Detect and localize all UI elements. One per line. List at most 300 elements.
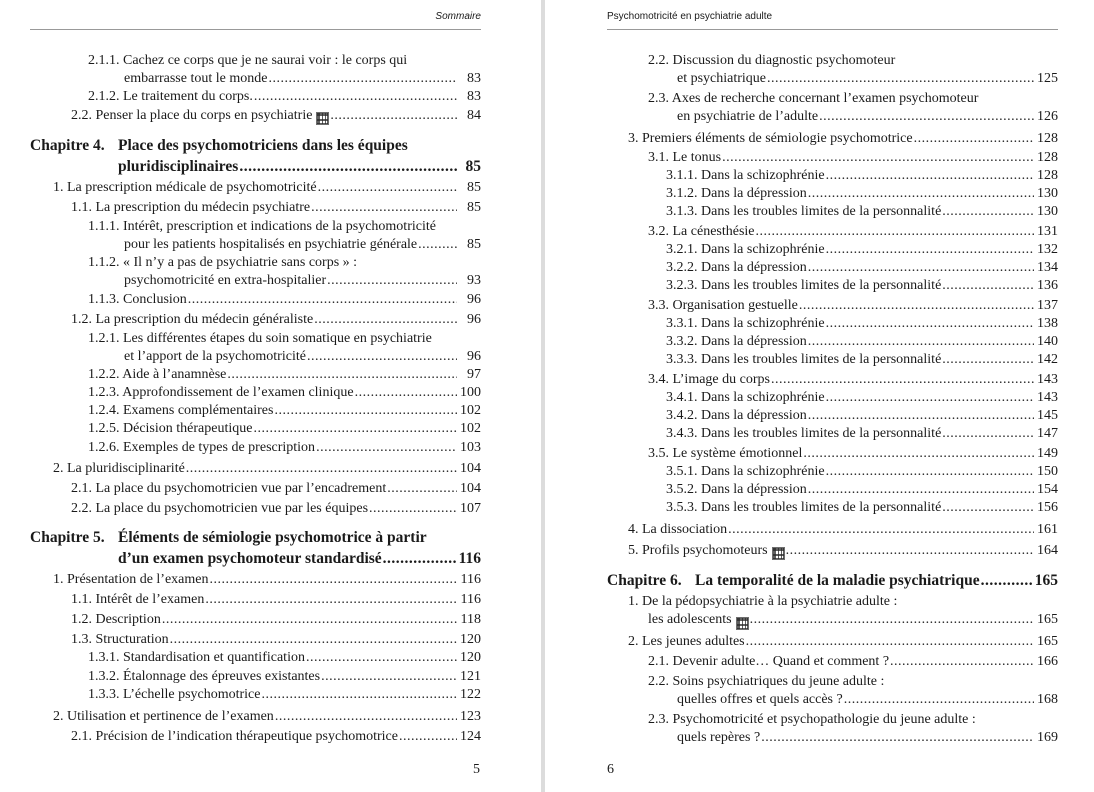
entry-line (648, 371, 1058, 389)
entry-line (88, 348, 481, 366)
entry-title: quels repères ? (677, 730, 761, 746)
dot-leader (330, 107, 457, 125)
page-ref: 125 (1037, 71, 1058, 87)
entry-line (30, 549, 481, 570)
entry-line (628, 611, 1058, 629)
toc-entry (71, 611, 481, 629)
page-ref: 122 (460, 687, 481, 702)
page-ref: 124 (460, 729, 481, 744)
toc-entry (666, 351, 1058, 369)
toc-entry (648, 223, 1058, 241)
entry-line (71, 311, 481, 329)
header-rule (607, 29, 1058, 30)
dot-leader (844, 691, 1034, 709)
chapter-entry (30, 136, 481, 177)
dot-leader (170, 631, 457, 649)
entry-line (30, 528, 481, 549)
entry-title: 1.2.3. Approfondissement de l’examen clinique (88, 385, 354, 400)
dot-leader (355, 384, 457, 402)
page-ref: 85 (465, 157, 481, 175)
dot-leader (253, 420, 457, 438)
entry-title: 1.1. La prescription du médecin psychiatre (71, 200, 311, 215)
entry-line (88, 366, 481, 384)
toc-entry (88, 686, 481, 704)
entry-line (666, 463, 1058, 481)
entry-line (648, 223, 1058, 241)
page-number: 5 (473, 762, 480, 777)
page-ref: 130 (1037, 186, 1058, 201)
entry-title: 3.2.2. Dans la dépression (666, 260, 807, 275)
entry-title: 3.1. Le tonus (648, 150, 722, 165)
dot-leader (274, 402, 457, 420)
dot-leader (767, 70, 1034, 88)
page-ref: 165 (1037, 634, 1058, 649)
toc-entry (628, 521, 1058, 539)
left-page (0, 0, 541, 792)
toc-entry (666, 185, 1058, 203)
entry-title: 1.2. La prescription du médecin généraliste (71, 312, 314, 327)
entry-title: 2. Les jeunes adultes (628, 634, 745, 649)
dot-leader (942, 203, 1034, 221)
dot-leader (890, 653, 1034, 671)
entry-title: 3.4.3. Dans les troubles limites de la personnalité (666, 426, 942, 441)
entry-title: 2.2. Discussion du diagnostic psychomoteur (648, 53, 896, 68)
page-ref: 145 (1037, 408, 1058, 423)
dot-leader (819, 108, 1034, 126)
page-ref: 128 (1037, 168, 1058, 183)
dot-leader (306, 649, 457, 667)
dot-leader (942, 425, 1034, 443)
toc-entry (648, 371, 1058, 389)
page-ref: 83 (467, 71, 481, 87)
running-header: Sommaire (435, 11, 481, 22)
toc-entry (666, 499, 1058, 517)
entry-line (628, 633, 1058, 651)
qr-code-icon (736, 617, 749, 630)
entry-line (88, 52, 481, 70)
entry-title: La temporalité de la maladie psychiatrique (695, 572, 980, 589)
toc-entry (53, 179, 481, 197)
entry-title: d’un examen psychomoteur standardisé (118, 549, 382, 567)
dot-leader (369, 500, 457, 518)
dot-leader (268, 70, 457, 88)
entry-title: 5. Profils psychomoteurs (628, 543, 768, 558)
entry-title: 3.1.2. Dans la dépression (666, 186, 807, 201)
dot-leader (383, 549, 457, 570)
entry-line (666, 315, 1058, 333)
entry-title: 2.1.1. Cachez ce corps que je ne saurai voir : le corps qui (88, 53, 408, 68)
dot-leader (826, 389, 1034, 407)
dot-leader (318, 179, 457, 197)
toc-entry (71, 591, 481, 609)
dot-leader (387, 480, 457, 498)
dot-leader (808, 481, 1034, 499)
dot-leader (942, 499, 1034, 517)
page-ref: 102 (460, 421, 481, 436)
entry-line (628, 130, 1058, 148)
entry-line (53, 708, 481, 726)
toc-entry (648, 711, 1058, 748)
entry-line (666, 389, 1058, 407)
entry-line (666, 259, 1058, 277)
page-ref: 156 (1037, 500, 1058, 515)
dot-leader (728, 521, 1034, 539)
entry-line (666, 241, 1058, 259)
entry-title: psychomotricité en extra-hospitalier (124, 273, 327, 289)
dot-leader (826, 315, 1034, 333)
toc-entry (648, 149, 1058, 167)
toc-entry (666, 425, 1058, 443)
page-ref: 131 (1037, 224, 1058, 239)
entry-title: 2.1. Devenir adulte… Quand et comment ? (648, 654, 890, 669)
entry-line (71, 728, 481, 746)
dot-leader (261, 686, 457, 704)
page-ref: 137 (1037, 298, 1058, 313)
entry-title: 3.5. Le système émotionnel (648, 446, 803, 461)
entry-title: 2.1. La place du psychomotricien vue par l’encadrement (71, 481, 387, 496)
page-ref: 96 (467, 312, 481, 327)
entry-title: 1.1.1. Intérêt, prescription et indications de la psychomotricité (88, 219, 436, 234)
dot-leader (826, 241, 1034, 259)
toc-entry (71, 500, 481, 518)
entry-line (53, 179, 481, 197)
entry-line (628, 542, 1058, 560)
toc-entry (71, 199, 481, 217)
entry-line (628, 593, 1058, 611)
entry-title: 1.3. Structuration (71, 632, 169, 647)
dot-leader (316, 439, 457, 457)
entry-line (71, 591, 481, 609)
dot-leader (942, 351, 1034, 369)
toc-entry (648, 445, 1058, 463)
entry-title: 2. La pluridisciplinarité (53, 461, 185, 476)
entry-line (71, 199, 481, 217)
toc-entry (88, 254, 481, 291)
entry-line (88, 218, 481, 236)
entry-title: 3.5.3. Dans les troubles limites de la personnalité (666, 500, 942, 515)
entry-line (71, 500, 481, 518)
page-ref: 85 (467, 180, 481, 195)
page-ref: 104 (460, 481, 481, 496)
entry-line (648, 108, 1058, 126)
dot-leader (826, 463, 1034, 481)
dot-leader (808, 333, 1034, 351)
dot-leader (808, 185, 1034, 203)
entry-title: Éléments de sémiologie psychomotrice à partir (118, 529, 427, 546)
toc-entry (648, 297, 1058, 315)
page-ref: 161 (1037, 522, 1058, 537)
entry-line (71, 107, 481, 125)
entry-line (666, 203, 1058, 221)
dot-leader (162, 611, 457, 629)
toc-entry (666, 407, 1058, 425)
toc-entry (666, 315, 1058, 333)
dot-leader (239, 157, 457, 178)
entry-line (666, 481, 1058, 499)
entry-title: 1.1.2. « Il n’y a pas de psychiatrie sans corps » : (88, 255, 358, 270)
entry-title: 1.3.3. L’échelle psychomotrice (88, 687, 261, 702)
dot-leader (188, 291, 457, 309)
toc-entry (88, 366, 481, 384)
entry-line (666, 425, 1058, 443)
toc-entry (53, 571, 481, 589)
entry-title: 3.5.1. Dans la schizophrénie (666, 464, 825, 479)
page-ref: 142 (1037, 352, 1058, 367)
page-ref: 138 (1037, 316, 1058, 331)
page-ref: 136 (1037, 278, 1058, 293)
toc-entry (71, 311, 481, 329)
entry-title: 4. La dissociation (628, 522, 728, 537)
toc-entry (666, 463, 1058, 481)
entry-title: 1. La prescription médicale de psychomotricité (53, 180, 317, 195)
dot-leader (942, 277, 1034, 295)
entry-title: 3.2.3. Dans les troubles limites de la personnalité (666, 278, 942, 293)
dot-leader (808, 407, 1034, 425)
entry-line (648, 297, 1058, 315)
entry-title: 1. Présentation de l’examen (53, 572, 209, 587)
entry-title: 2.2. Penser la place du corps en psychiatrie (71, 108, 313, 123)
dot-leader (314, 311, 457, 329)
entry-line (88, 272, 481, 290)
entry-title: 1.2.4. Examens complémentaires (88, 403, 274, 418)
toc-entry (666, 241, 1058, 259)
entry-title: 3.5.2. Dans la dépression (666, 482, 807, 497)
entry-title: et l’apport de la psychomotricité (124, 349, 306, 365)
page-ref: 123 (460, 709, 481, 724)
dot-leader (722, 149, 1034, 167)
dot-leader (327, 272, 457, 290)
entry-title: embarrasse tout le monde (124, 71, 268, 87)
page-ref: 130 (1037, 204, 1058, 219)
toc-entry (53, 708, 481, 726)
entry-title: 2.2. Soins psychiatriques du jeune adulte : (648, 674, 885, 689)
toc-entry (71, 728, 481, 746)
entry-title: 3.3.1. Dans la schizophrénie (666, 316, 825, 331)
entry-line (30, 157, 481, 178)
entry-line (666, 333, 1058, 351)
entry-line (648, 691, 1058, 709)
entry-line (88, 88, 481, 106)
entry-line (88, 291, 481, 309)
entry-title: 2.1. Précision de l’indication thérapeutique psychomotrice (71, 729, 398, 744)
dot-leader (186, 460, 457, 478)
page-ref: 116 (460, 572, 481, 587)
page-ref: 120 (460, 632, 481, 647)
page-ref: 143 (1037, 390, 1058, 405)
qr-code-icon (316, 112, 329, 125)
qr-code-icon (772, 547, 785, 560)
toc-entry (648, 90, 1058, 127)
entry-title: 2. Utilisation et pertinence de l’examen (53, 709, 274, 724)
toc-entry (88, 402, 481, 420)
entry-title: 1.1. Intérêt de l’examen (71, 592, 205, 607)
entry-title: 1. De la pédopsychiatrie à la psychiatrie adulte : (628, 594, 898, 609)
page-ref: 168 (1037, 692, 1058, 708)
entry-title: 1.2.5. Décision thérapeutique (88, 421, 253, 436)
page-ref: 154 (1037, 482, 1058, 497)
entry-line (648, 52, 1058, 70)
dot-leader (227, 366, 457, 384)
entry-title: 3.4. L’image du corps (648, 372, 770, 387)
page-ref: 103 (460, 440, 481, 455)
entry-line (648, 445, 1058, 463)
toc-entry (666, 167, 1058, 185)
entry-line (666, 351, 1058, 369)
toc-entry (666, 481, 1058, 499)
toc-entry (88, 668, 481, 686)
page-ref: 165 (1037, 612, 1058, 628)
entry-title: 3.3.3. Dans les troubles limites de la personnalité (666, 352, 942, 367)
entry-line (71, 631, 481, 649)
dot-leader (756, 223, 1034, 241)
entry-title: 3.4.2. Dans la dépression (666, 408, 807, 423)
toc-entry (666, 203, 1058, 221)
page-ref: 120 (460, 650, 481, 665)
page-ref: 165 (1034, 572, 1058, 589)
header-rule (30, 29, 481, 30)
entry-line (53, 571, 481, 589)
entry-title: 3.3. Organisation gestuelle (648, 298, 798, 313)
dot-leader (803, 445, 1034, 463)
page-ref: 96 (467, 349, 481, 365)
entry-line (88, 439, 481, 457)
toc-entry (71, 107, 481, 125)
toc-entry (666, 389, 1058, 407)
entry-line (648, 70, 1058, 88)
page-ref: 116 (458, 549, 481, 567)
toc-entry (88, 384, 481, 402)
page-ref: 149 (1037, 446, 1058, 461)
entry-line (53, 460, 481, 478)
toc-entry (88, 330, 481, 367)
toc-entry (628, 130, 1058, 148)
page-ref: 102 (460, 403, 481, 418)
entry-title: pour les patients hospitalisés en psychiatrie générale (124, 237, 418, 253)
page-ref: 140 (1037, 334, 1058, 349)
dot-leader (808, 259, 1034, 277)
entry-line (71, 611, 481, 629)
page-ref: 97 (467, 367, 481, 382)
entry-line (648, 90, 1058, 108)
entry-line (648, 149, 1058, 167)
toc-entry (628, 593, 1058, 630)
chapter-number: Chapitre 6. (607, 572, 682, 589)
dot-leader (746, 633, 1034, 651)
page-ref: 164 (1037, 543, 1058, 558)
dot-leader (826, 167, 1034, 185)
entry-title: 2.3. Psychomotricité et psychopathologie du jeune adulte : (648, 712, 976, 727)
dot-leader (786, 542, 1034, 560)
page-ref: 100 (460, 385, 481, 400)
entry-title: les adolescents (648, 612, 732, 628)
toc-entry (88, 52, 481, 89)
entry-title: et psychiatrique (677, 71, 767, 87)
page-ref: 134 (1037, 260, 1058, 275)
page-ref: 121 (460, 669, 481, 684)
toc-entry (88, 420, 481, 438)
dot-leader (771, 371, 1034, 389)
entry-title: 2.1.2. Le traitement du corps. (88, 89, 253, 104)
dot-leader (321, 668, 457, 686)
dot-leader (981, 571, 1033, 592)
entry-title: pluridisciplinaires (118, 157, 239, 175)
entry-title: 1.1.3. Conclusion (88, 292, 187, 307)
entry-line (71, 480, 481, 498)
entry-title: 3.1.1. Dans la schizophrénie (666, 168, 825, 183)
entry-line (666, 185, 1058, 203)
page-ref: 169 (1037, 730, 1058, 746)
entry-title: 1.2.1. Les différentes étapes du soin somatique en psychiatrie (88, 331, 432, 346)
chapter-entry (30, 528, 481, 569)
entry-line (88, 649, 481, 667)
page-ref: 128 (1037, 131, 1058, 146)
page-ref: 85 (467, 200, 481, 215)
entry-title: en psychiatrie de l’adulte (677, 109, 819, 125)
entry-line (88, 330, 481, 348)
page-ref: 85 (467, 237, 481, 253)
entry-line (648, 711, 1058, 729)
toc-entry (666, 277, 1058, 295)
toc-entry (88, 88, 481, 106)
page-ref: 166 (1037, 654, 1058, 669)
toc-entry (88, 439, 481, 457)
dot-leader (307, 348, 457, 366)
dot-leader (418, 236, 457, 254)
dot-leader (311, 199, 457, 217)
entry-title: Place des psychomotriciens dans les équipes (118, 137, 408, 154)
page-ref: 107 (460, 501, 481, 516)
dot-leader (750, 611, 1034, 629)
entry-line (666, 277, 1058, 295)
right-page (545, 0, 1094, 792)
entry-line (88, 686, 481, 704)
entry-line (88, 668, 481, 686)
page-ref: 126 (1037, 109, 1058, 125)
entry-title: 1.3.1. Standardisation et quantification (88, 650, 305, 665)
toc-entry (71, 631, 481, 649)
entry-title: 3. Premiers éléments de sémiologie psychomotrice (628, 131, 913, 146)
entry-title: 2.3. Axes de recherche concernant l’examen psychomoteur (648, 91, 979, 106)
toc-entry (53, 460, 481, 478)
page-ref: 96 (467, 292, 481, 307)
page-ref: 93 (467, 273, 481, 289)
entry-line (607, 571, 1058, 592)
chapter-number: Chapitre 4. (30, 137, 105, 154)
running-header: Psychomotricité en psychiatrie adulte (607, 11, 773, 22)
entry-line (88, 254, 481, 272)
entry-line (88, 384, 481, 402)
page-ref: 128 (1037, 150, 1058, 165)
dot-leader (254, 88, 457, 106)
dot-leader (799, 297, 1034, 315)
page-ref: 147 (1037, 426, 1058, 441)
chapter-number: Chapitre 5. (30, 529, 105, 546)
entry-line (88, 402, 481, 420)
entry-title: 3.4.1. Dans la schizophrénie (666, 390, 825, 405)
dot-leader (275, 708, 457, 726)
toc-entry (648, 52, 1058, 89)
dot-leader (205, 591, 457, 609)
entry-title: 1.2. Description (71, 612, 161, 627)
entry-title: 3.2.1. Dans la schizophrénie (666, 242, 825, 257)
page-ref: 118 (460, 612, 481, 627)
entry-line (88, 420, 481, 438)
dot-leader (210, 571, 457, 589)
entry-title: 3.3.2. Dans la dépression (666, 334, 807, 349)
entry-line (30, 136, 481, 157)
entry-line (648, 729, 1058, 747)
entry-line (628, 521, 1058, 539)
